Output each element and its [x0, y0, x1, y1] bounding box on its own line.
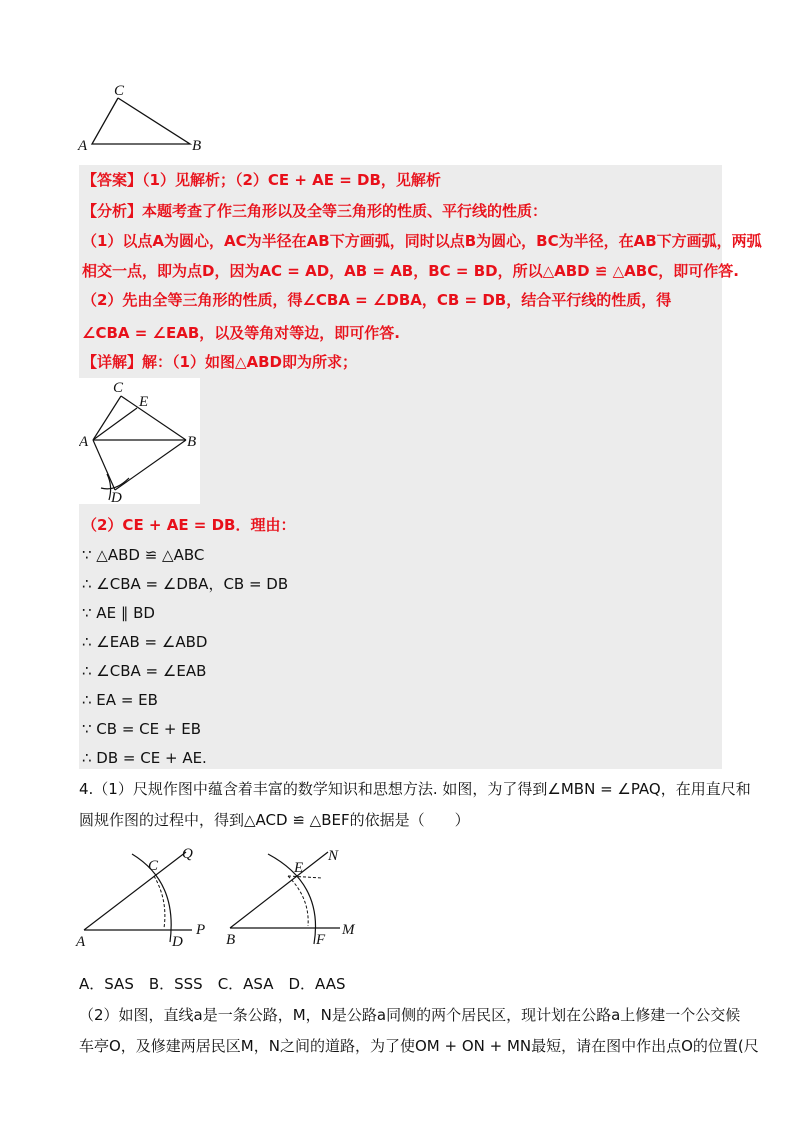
label-c: C: [148, 858, 159, 874]
angle-mbn-figure: [222, 842, 362, 952]
answer-line: [82, 170, 441, 190]
label-d: D: [111, 490, 122, 504]
analysis-p2b: ∠CBA = ∠EAB，以及等角对等边，即可作答.: [82, 324, 400, 342]
q4-part2-line1: （2）如图，直线a是一条公路，M，N是公路a同侧的两个居民区，现计划在公路a上修建一个公交候: [79, 1006, 741, 1024]
label-p: P: [196, 922, 206, 938]
label-e: E: [139, 394, 149, 410]
detail-text: 解：（1）如图△ABD即为所求；: [142, 353, 357, 371]
label-m: M: [342, 922, 355, 938]
detail-line: [82, 352, 357, 372]
proof-line: ∴ ∠EAB = ∠ABD: [82, 633, 208, 651]
triangle-abc-figure: [70, 78, 220, 158]
analysis-text: 本题考查了作三角形以及全等三角形的性质、平行线的性质：: [142, 202, 548, 220]
proof-line: ∴ EA = EB: [82, 691, 158, 709]
analysis-p1b: 相交一点，即为点D，因为AC = AD，AB = AB，BC = BD，所以△ABD ≌ △ABC，即可作答.: [82, 262, 739, 280]
proof-line: ∵ AE ∥ BD: [82, 604, 155, 622]
q4-options: A．SAS B．SSS C．ASA D．AAS: [79, 975, 346, 993]
label-a: A: [78, 138, 88, 154]
proof-line: ∴ ∠CBA = ∠EAB: [82, 662, 207, 680]
label-e: E: [294, 860, 304, 876]
construction-abd-figure: [79, 378, 200, 504]
q4-part2-line2: 车亭O，及修建两居民区M，N之间的道路，为了使OM + ON + MN最短，请在图中作出点O的位置(尺: [79, 1037, 759, 1055]
label-q: Q: [182, 846, 193, 862]
q4-line1: 4.（1）尺规作图中蕴含着丰富的数学知识和思想方法. 如图，为了得到∠MBN = ∠PAQ，在用直尺和: [79, 780, 751, 798]
proof-head: （2）CE + AE = DB．理由：: [82, 516, 296, 534]
analysis-line: [82, 201, 547, 221]
q4-line2: 圆规作图的过程中，得到△ACD ≌ △BEF的依据是（ ）: [79, 811, 470, 829]
label-d: D: [172, 934, 183, 950]
label-b: B: [192, 138, 202, 154]
proof-line: ∴ DB = CE + AE.: [82, 749, 207, 767]
analysis-p2a: （2）先由全等三角形的性质，得∠CBA = ∠DBA，CB = DB，结合平行线的性质，得: [82, 291, 672, 309]
label-c: C: [114, 83, 125, 99]
label-f: F: [316, 932, 326, 948]
analysis-p1a: （1）以点A为圆心，AC为半径在AB下方画弧，同时以点B为圆心，BC为半径，在AB下方画弧，两弧: [82, 232, 762, 250]
label-b: B: [226, 932, 236, 948]
label-a: A: [76, 934, 86, 950]
answer-title: 【答案】: [82, 171, 143, 189]
label-a: A: [79, 434, 89, 450]
label-b: B: [187, 434, 197, 450]
proof-line: ∴ ∠CBA = ∠DBA，CB = DB: [82, 575, 289, 593]
detail-title: 【详解】: [82, 353, 143, 371]
proof-line: ∵ △ABD ≌ △ABC: [82, 546, 205, 564]
label-n: N: [328, 848, 339, 864]
proof-line: ∵ CB = CE + EB: [82, 720, 202, 738]
analysis-title: 【分析】: [82, 202, 143, 220]
answer-text: （1）见解析；（2）CE + AE = DB，见解析: [142, 171, 441, 189]
angle-paq-figure: [74, 842, 214, 952]
label-c: C: [113, 380, 124, 396]
